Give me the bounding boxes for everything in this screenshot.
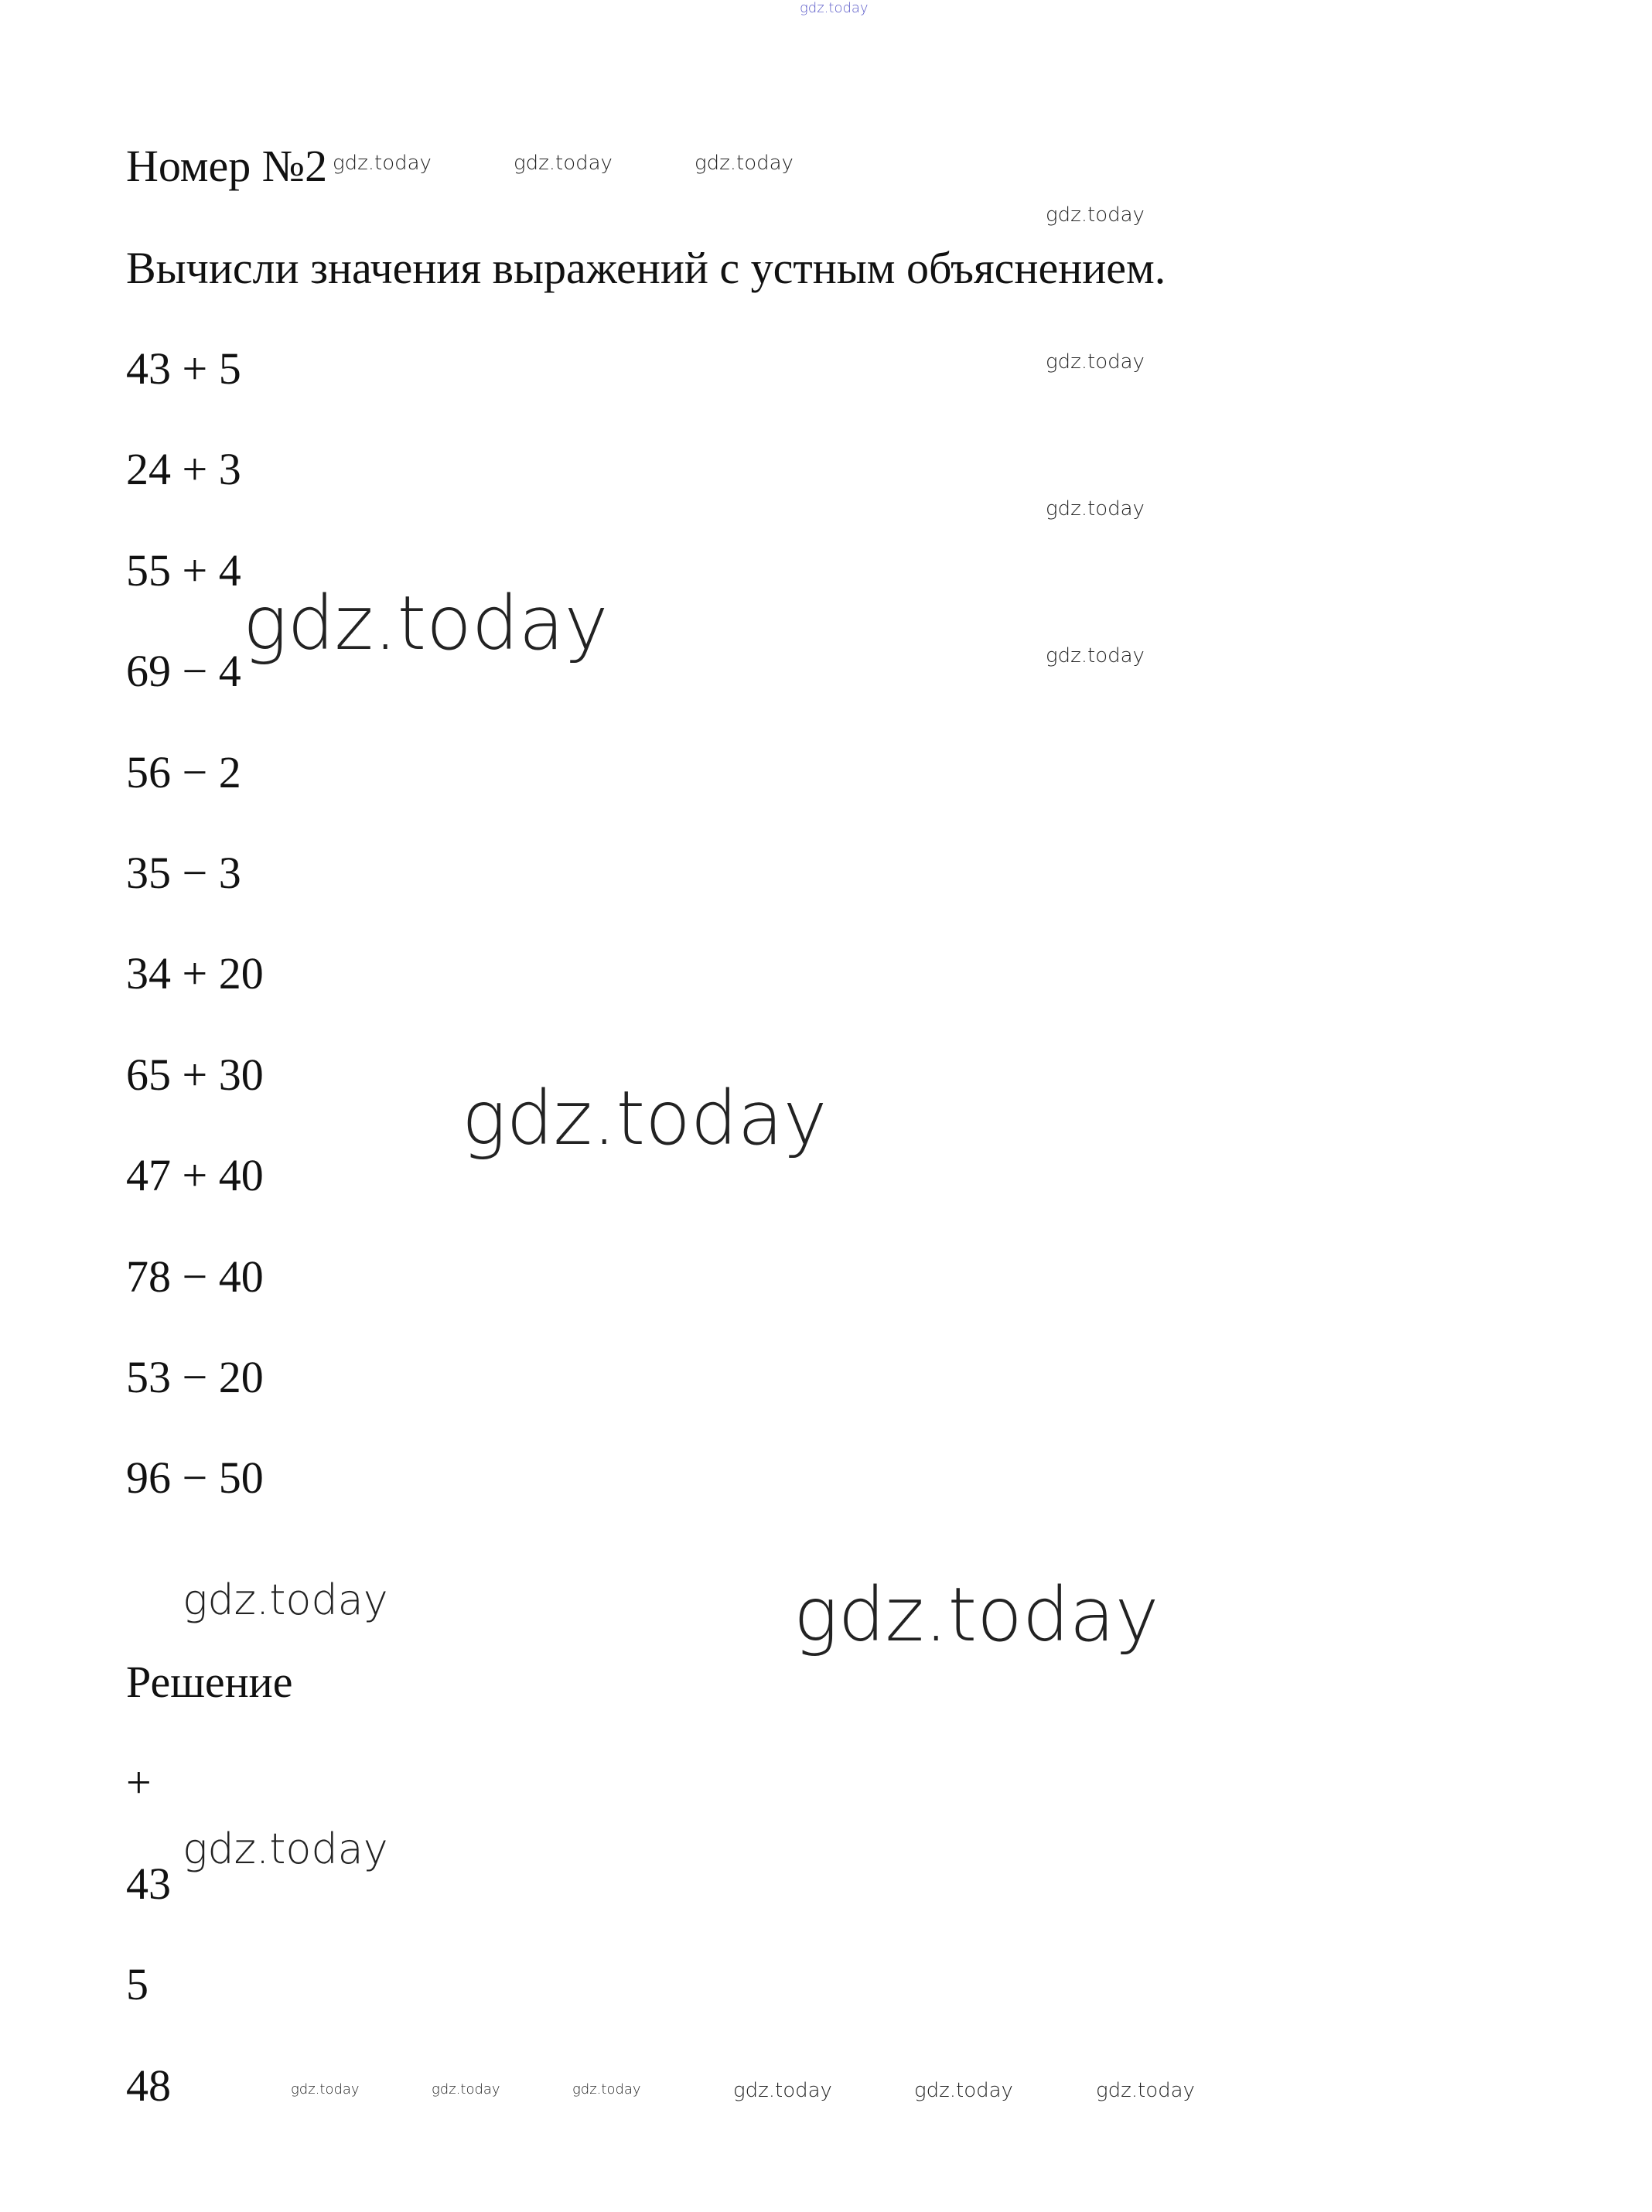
solution-result: 48 — [126, 2060, 171, 2111]
watermark: gdz.today — [1046, 203, 1145, 227]
expression: 35 − 3 — [126, 848, 241, 898]
watermark: gdz.today — [333, 152, 432, 175]
watermark: gdz.today — [695, 152, 794, 175]
watermark-top: gdz.today — [800, 0, 869, 16]
expression: 69 − 4 — [126, 646, 241, 696]
watermark: gdz.today — [1046, 497, 1145, 521]
watermark-large: gdz.today — [243, 580, 609, 667]
expression: 65 + 30 — [126, 1050, 264, 1100]
watermark: gdz.today — [733, 2079, 832, 2102]
watermark-large: gdz.today — [462, 1075, 828, 1162]
problem-heading: Номер №2 — [126, 141, 328, 191]
watermark: gdz.today — [572, 2081, 641, 2098]
watermark: gdz.today — [432, 2081, 500, 2098]
watermark: gdz.today — [914, 2079, 1013, 2102]
watermark: gdz.today — [514, 152, 613, 175]
expression: 55 + 4 — [126, 545, 241, 596]
expression: 43 + 5 — [126, 343, 241, 394]
expression: 56 − 2 — [126, 747, 241, 797]
expression: 53 − 20 — [126, 1352, 264, 1402]
watermark: gdz.today — [1046, 644, 1145, 667]
solution-title: Решение — [126, 1657, 293, 1707]
solution-operator: + — [126, 1757, 152, 1807]
solution-operand-2: 5 — [126, 1959, 148, 2009]
watermark: gdz.today — [291, 2081, 360, 2098]
watermark: gdz.today — [1046, 350, 1145, 374]
solution-operand-1: 43 — [126, 1859, 171, 1909]
watermark-large: gdz.today — [794, 1572, 1159, 1658]
expression: 47 + 40 — [126, 1150, 264, 1200]
task-statement: Вычисли значения выражений с устным объяснением. — [126, 243, 1166, 293]
expression: 78 − 40 — [126, 1251, 264, 1302]
expression: 24 + 3 — [126, 444, 241, 494]
watermark: gdz.today — [183, 1825, 388, 1873]
expression: 34 + 20 — [126, 948, 264, 998]
expression: 96 − 50 — [126, 1452, 264, 1503]
watermark: gdz.today — [1096, 2079, 1195, 2102]
watermark: gdz.today — [183, 1575, 388, 1624]
